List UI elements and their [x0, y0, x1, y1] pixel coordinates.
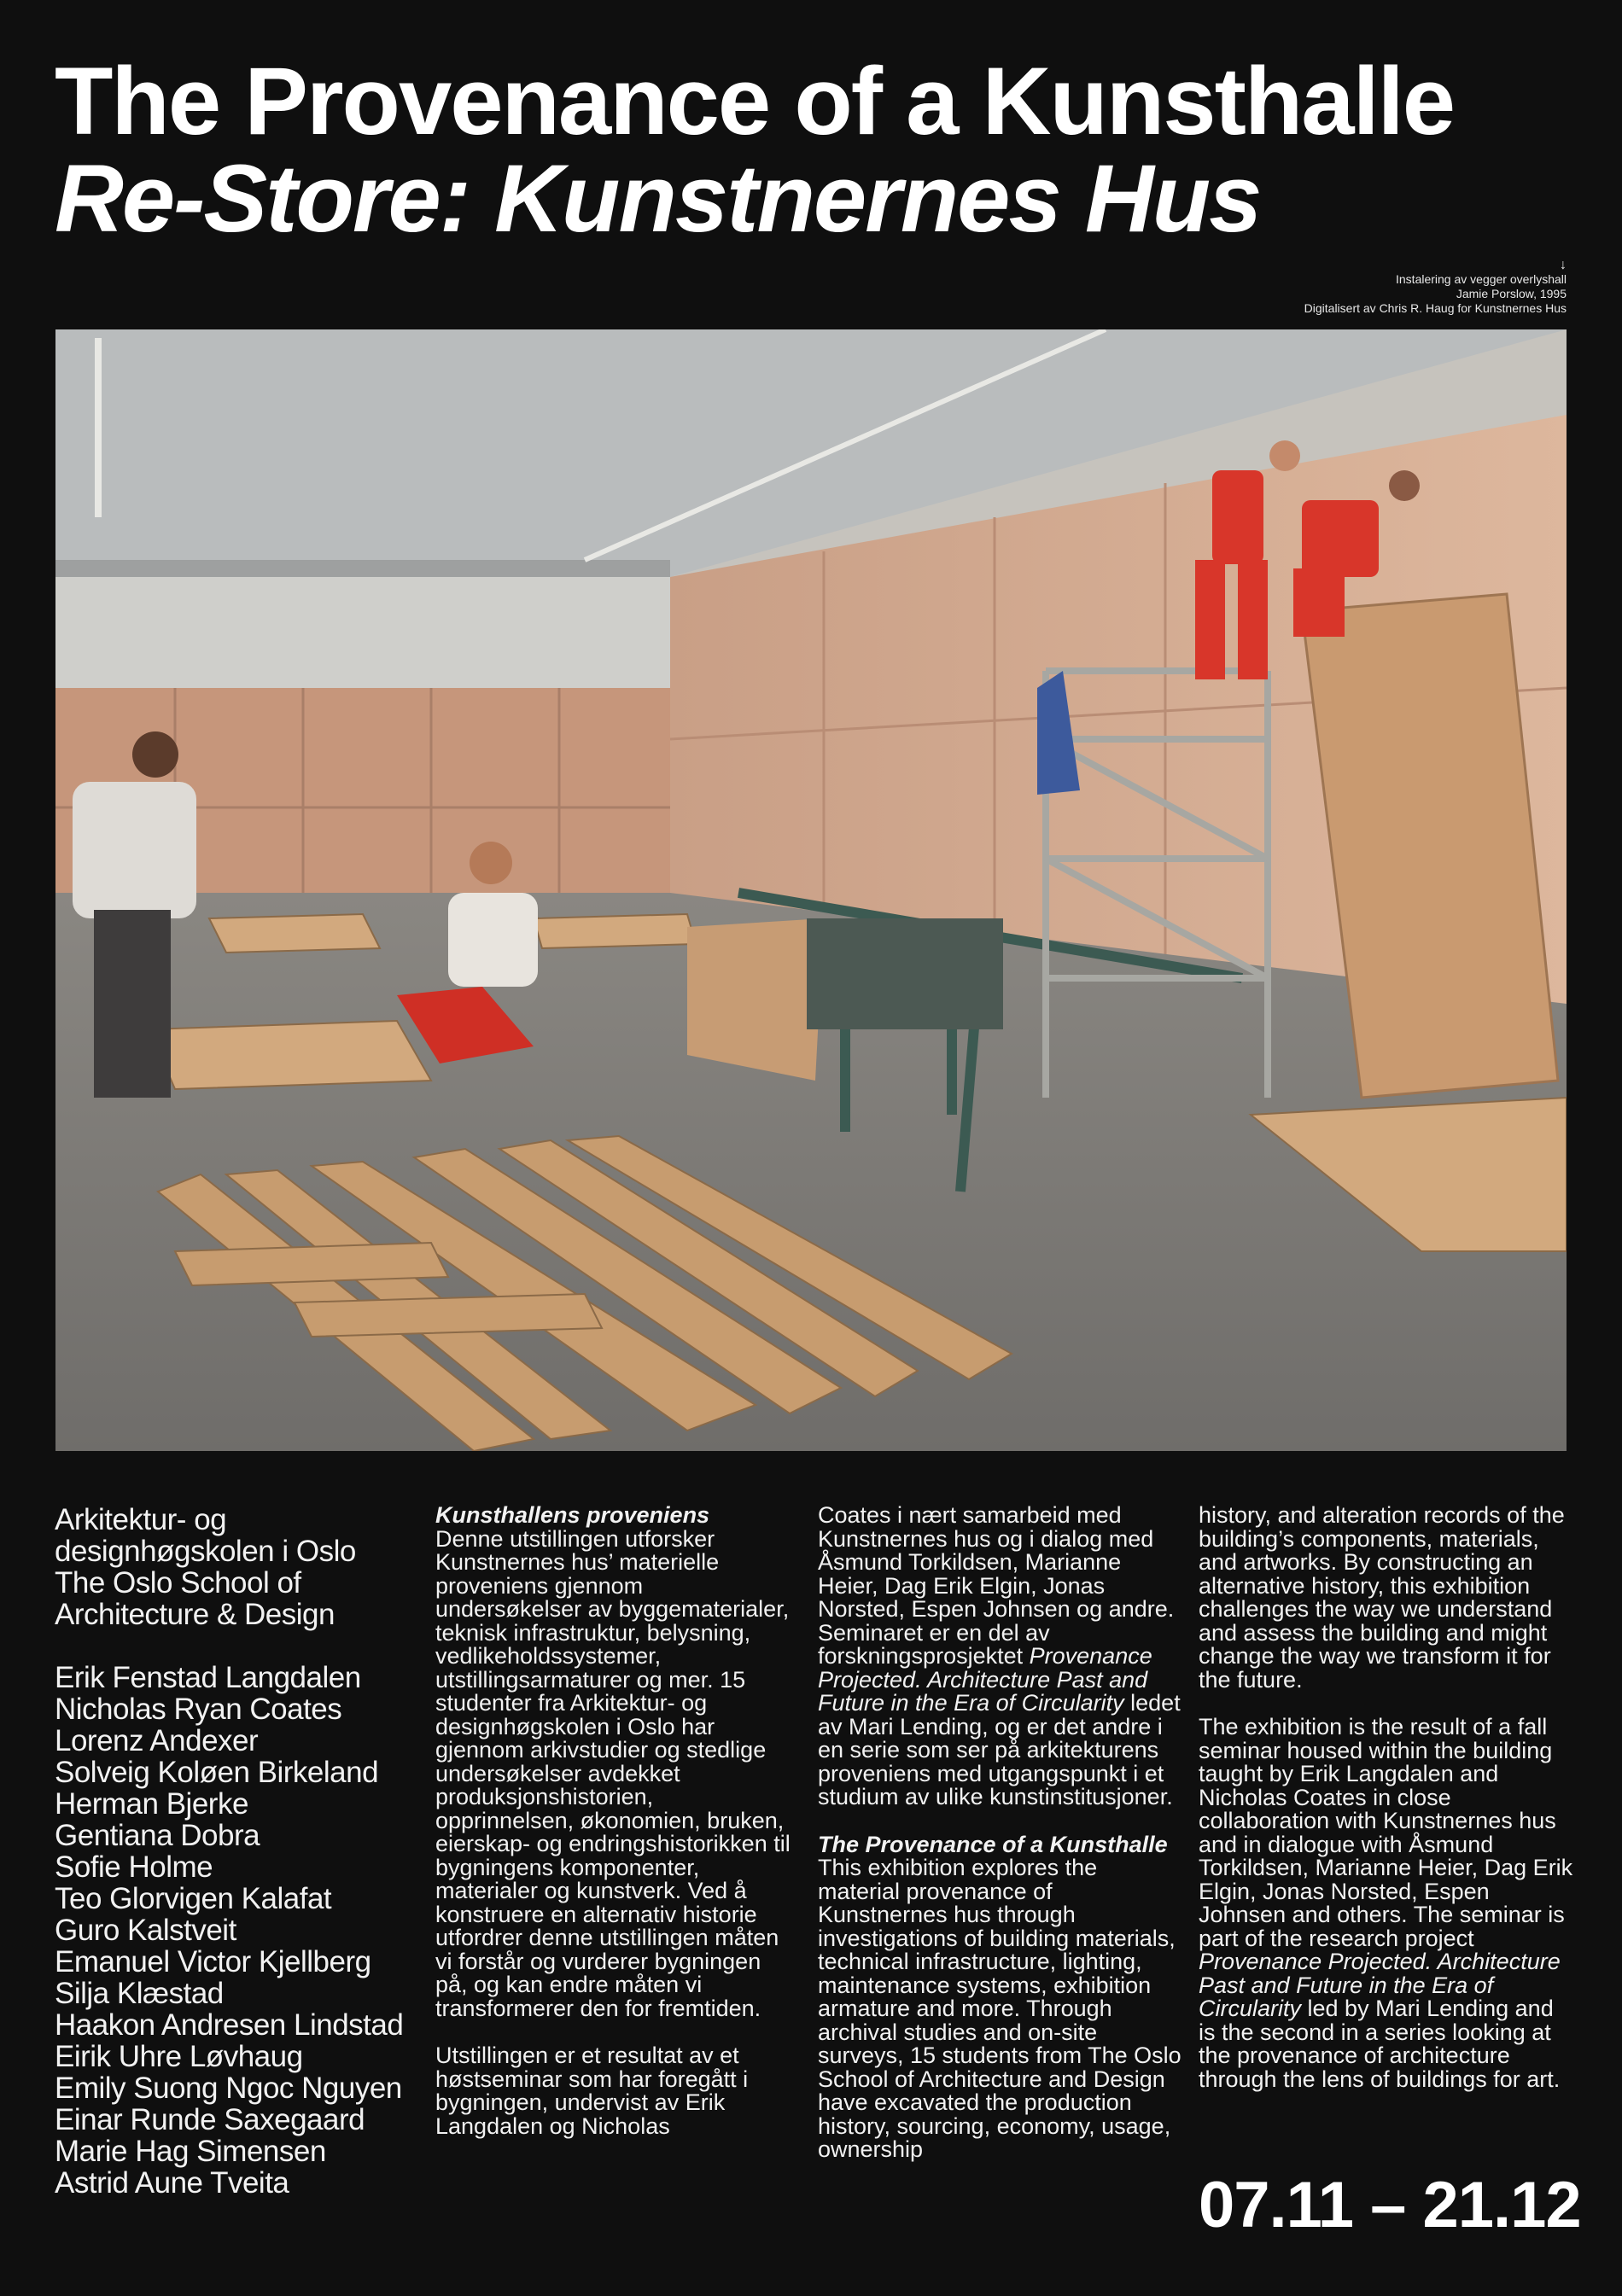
participant-name: Haakon Andresen Lindstad — [55, 2008, 404, 2042]
english-text-column-2 — [1199, 1504, 1574, 2091]
title-line-2: Re-Store: Kunstnernes Hus — [55, 145, 1261, 252]
participant-name: Astrid Aune Tveita — [55, 2166, 289, 2200]
participant-name: Erik Fenstad Langdalen — [55, 1661, 361, 1694]
norwegian-heading: Kunsthallens proveniens — [435, 1502, 710, 1528]
institution-name — [55, 1504, 430, 1630]
participant-name: Emily Suong Ngoc Nguyen — [55, 2072, 402, 2105]
institution-line-4: Architecture & Design — [55, 1598, 335, 1631]
english-paragraph-2 — [1199, 1716, 1574, 2091]
norwegian-paragraph-2 — [818, 1504, 1185, 1809]
norwegian-paragraph-2-end: ledet av Mari Lending, og er det andre i en serie som ser på arkitekturens proveniens med utgangspunkt i et studium av ulike kunstinstitusjoner. — [818, 1690, 1181, 1809]
participant-name: Sofie Holme — [55, 1850, 213, 1884]
poster-title — [55, 48, 1455, 252]
exhibition-dates: 07.11 – 21.12 — [1199, 2169, 1581, 2241]
research-project-title-en: Provenance Projected. Architecture Past and Future in the Era of Circularity — [1199, 1949, 1561, 2021]
participant-list — [55, 1662, 430, 2199]
participant-name: Nicholas Ryan Coates — [55, 1693, 342, 1726]
english-paragraph-1-continued: history, and alteration records of the building’s components, materials, and artworks. By constructing an alternative history, this exhibition challenges the way we understand and assess the building and might change the way we transform it for the future. — [1199, 1502, 1565, 1693]
norwegian-paragraph-2-lead: Utstillingen er et resultat av et høstseminar som har foregått i bygningen, undervist av Erik Langdalen og Nicholas — [435, 2043, 749, 2139]
participant-name: Lorenz Andexer — [55, 1724, 259, 1757]
research-project-title: Provenance Projected. Architecture Past and Future in the Era of Circularity — [818, 1643, 1152, 1716]
participant-name: Gentiana Dobra — [55, 1819, 260, 1852]
institution-line-2: designhøgskolen i Oslo — [55, 1535, 356, 1568]
participant-name: Einar Runde Saxegaard — [55, 2103, 365, 2136]
participant-name: Eirik Uhre Løvhaug — [55, 2040, 303, 2073]
participant-name: Emanuel Victor Kjellberg — [55, 1945, 371, 1978]
participant-name: Silja Klæstad — [55, 1977, 224, 2010]
english-paragraph-2-start: The exhibition is the result of a fall seminar housed within the building taught by Erik Langdalen and Nicholas Coates in close collaboration with Kunstnernes hus and in dialogue with Åsmund Torkildsen, Marianne Heier, Dag Erik Elgin, Jonas Norsted, Espen Johnsen and others. The seminar is part of the research project — [1199, 1714, 1573, 1951]
caption-line-3: Digitalisert av Chris R. Haug for Kunstnernes Hus — [1304, 301, 1567, 315]
participant-name: Marie Hag Simensen — [55, 2135, 326, 2168]
down-arrow-icon: ↓ — [1560, 258, 1567, 272]
norwegian-paragraph-1: Denne utstillingen utforsker Kunstnernes hus’ materielle proveniens gjennom undersøkelser av byggematerialer, teknisk infrastruktur, belysning, vedlikeholdssystemer, utstillingsarmaturer og mer. 15 studenter fra Arkitektur- og designhøgskolen i Oslo har gjennom arkivstudier og stedlige undersøkelser avdekket produksjonshistorien, opprinnelsen, økonomien, bruken, eierskap- og endringshistorikken til bygningens komponenter, materialer og kunstverk. Ved å konstruere en alternativ historie utfordrer denne utstillingen måten vi forstår og vurderer bygningen på, og kan endre måten vi transformerer den for fremtiden. — [435, 1525, 791, 2021]
caption-line-1: Instalering av vegger overlyshall — [1396, 272, 1567, 286]
archive-photograph — [55, 329, 1567, 1451]
photo-caption — [1304, 259, 1567, 316]
participant-name: Guro Kalstveit — [55, 1914, 236, 1947]
english-text-column — [818, 1504, 1185, 2162]
photo-illustration — [55, 329, 1567, 1451]
norwegian-text-column — [435, 1504, 794, 2138]
title-line-1: The Provenance of a Kunsthalle — [55, 48, 1455, 154]
participant-name: Herman Bjerke — [55, 1787, 248, 1821]
institution-line-1: Arkitektur- og — [55, 1503, 227, 1536]
institution-line-3: The Oslo School of — [55, 1566, 301, 1600]
caption-line-2: Jamie Porslow, 1995 — [1456, 287, 1567, 300]
norwegian-paragraph-2-start: Coates i nært samarbeid med Kunstnernes hus og i dialog med Åsmund Torkildsen, Marianne Heier, Dag Erik Elgin, Jonas Norsted, Espen Johnsen og andre. Seminaret er en del av forskningsprosjektet — [818, 1502, 1175, 1669]
participant-name: Teo Glorvigen Kalafat — [55, 1882, 332, 1915]
participants-column — [55, 1504, 430, 2199]
english-paragraph-2-end: led by Mari Lending and is the second in a series looking at the provenance of architecture through the lens of buildings for art. — [1199, 1996, 1561, 2092]
participant-name: Solveig Koløen Birkeland — [55, 1756, 379, 1789]
english-heading: The Provenance of a Kunsthalle — [818, 1831, 1168, 1857]
english-paragraph-1: This exhibition explores the material provenance of Kunstnernes hus through investigations of building materials, technical infrastructure, lighting, maintenance systems, exhibition armature and more. Through archival studies and on-site surveys, 15 students from The Oslo School of Architecture and Design have excavated the production history, sourcing, economy, usage, ownership — [818, 1855, 1181, 2162]
